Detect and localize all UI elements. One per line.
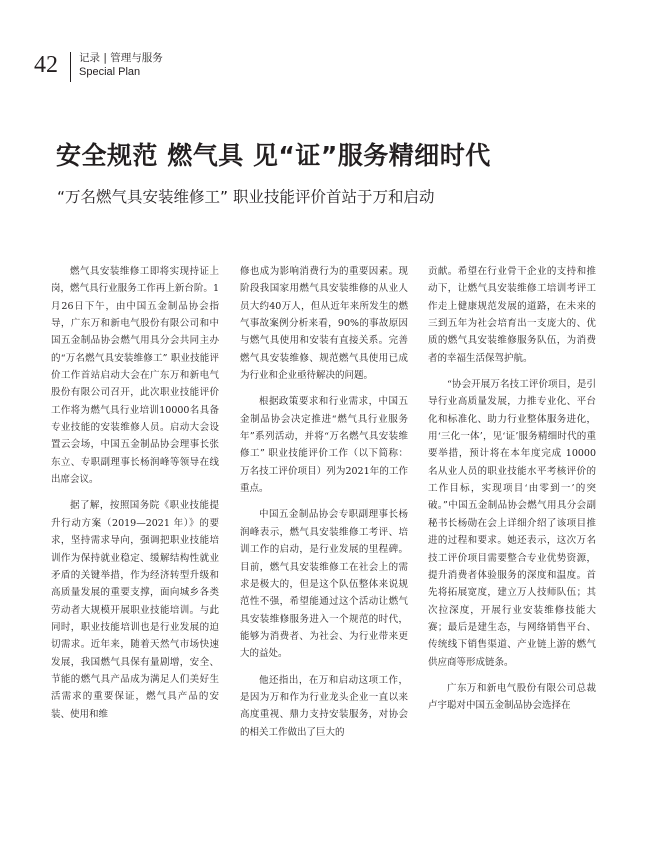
paragraph: 广东万和新电气股份有限公司总裁卢宇聪对中国五金制品协会选择在 [428, 682, 596, 712]
page-number: 42 [34, 52, 58, 78]
section-label-cn: 记录 | 管理与服务 [79, 52, 163, 64]
paragraph: 他还指出，在万和启动这项工作，是因为万和作为行业龙头企业一直以来高度重视、鼎力支持安装服务，对协会的相关工作做出了巨大的 [240, 674, 408, 738]
paragraph: 据了解，按照国务院《职业技能提升行动方案（2019—2021 年）》的要求，坚持需求导向，强调把职业技能培训作为保持就业稳定、缓解结构性就业矛盾的关键举措，作为经济转型升级和高质量发展的重要支撑，面向城乡各类劳动者大规模开展职业技能培训。与此同时，职业技能培训也是行业发展的迫切需求。近年来，随着天然气市场快速发展，我国燃气具保有量剧增，安全、节能的燃气具产品成为满足人们美好生活需求的重要保证，燃气具产品的安装、使用和维 [51, 500, 219, 720]
article-column-1 [51, 263, 219, 732]
section-label-en: Special Plan [79, 66, 141, 78]
article-column-3 [428, 263, 596, 724]
article-subtitle: “万名燃气具安装维修工” 职业技能评价首站于万和启动 [57, 188, 435, 206]
paragraph: “协会开展万名技工评价项目，是引导行业高质量发展，力推专业化、平台化和标准化、助力行业整体服务进化，用‘三化一体’，见‘证’服务精细时代的重要举措，预计将在本年度完成 10000 名从业人员的职业技能水平考核评价的工作目标，实现项目‘由零到一’的突破。”中国五金制品协会燃气用具分会副秘书长杨勋在会上详细介绍了该项目推进的过程和要求。她还表示，这次万名技工评价项目需要整合专业优势资源，提升消费者体验服务的深度和温度。首先将拓展宽度，建立万人技师队伍；其次拉深度，开展行业安装维修技能大赛；最后是建生态，与网络销售平台、传统线下销售渠道、产业链上游的燃气供应商等形成链条。 [428, 379, 596, 668]
paragraph: 贡献。希望在行业骨干企业的支持和推动下，让燃气具安装维修工培训考评工作走上健康规范发展的道路，在未来的三到五年为社会培育出一支庞大的、优质的燃气具安装维修服务队伍，为消费者的幸福生活保驾护航。 [428, 266, 596, 364]
article-column-2 [240, 263, 408, 750]
paragraph: 燃气具安装维修工即将实现持证上岗，燃气具行业服务工作再上新台阶。1月26日下午，由中国五金制品协会指导，广东万和新电气股份有限公司和中国五金制品协会燃气用具分会共同主办的“万名燃气具安装维修工” 职业技能评价工作首站启动大会在广东万和新电气股份有限公司召开，此次职业技能评价工作将为燃气具行业培训10000名具备专业技能的安装维修人员。启动大会设置云会场，中国五金制品协会理事长张东立、专职副理事长杨润峰等领导在线出席会议。 [51, 266, 219, 486]
paragraph: 根据政策要求和行业需求，中国五金制品协会决定推进“燃气具行业服务年”系列活动，并将“万名燃气具安装维修工” 职业技能评价工作（以下简称：万名技工评价项目）列为2021年的工作重点。 [240, 396, 408, 495]
paragraph: 中国五金制品协会专职副理事长杨润峰表示，燃气具安装维修工考评、培训工作的启动，是行业发展的里程碑。目前，燃气具安装维修工在社会上的需求是极大的，但是这个队伍整体来说规范性不强，希望能通过这个活动让燃气具安装维修服务进入一个规范的时代，能够为消费者、为社会、为行业带来更大的益处。 [240, 509, 408, 660]
paragraph: 修也成为影响消费行为的重要因素。现阶段我国家用燃气具安装维修的从业人员大约40万人，但从近年来所发生的燃气事故案例分析来看，90%的事故原因与燃气具使用和安装有直接关系。完善燃气具安装维修、规范燃气具使用已成为行业和企业亟待解决的问题。 [240, 266, 408, 382]
header-divider [70, 52, 71, 82]
article-title: 安全规范 燃气具 见“证”服务精细时代 [56, 141, 491, 170]
